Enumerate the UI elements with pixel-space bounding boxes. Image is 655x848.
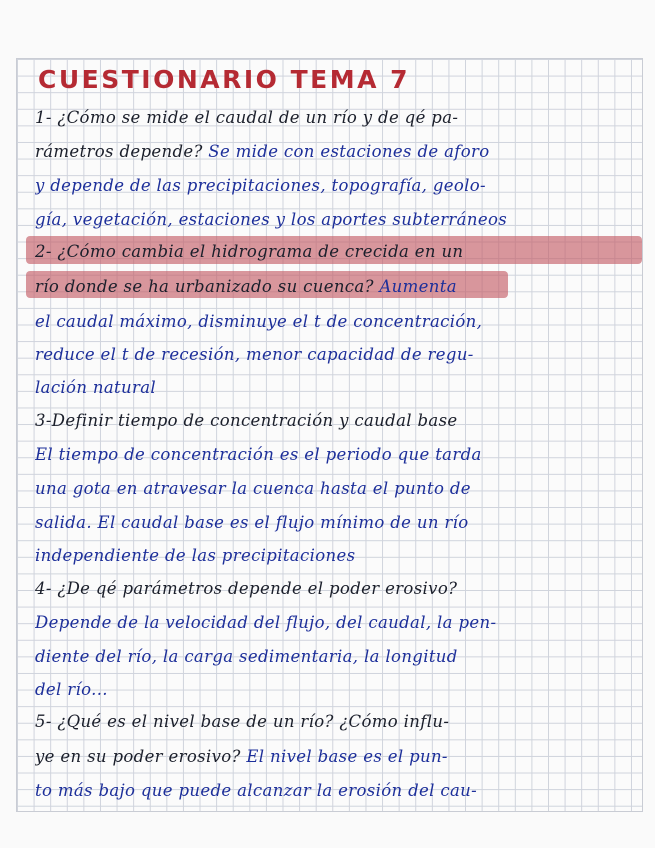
page-title: CUESTIONARIO TEMA 7 — [38, 65, 411, 94]
q5-question-text: ye en su poder erosivo? — [35, 747, 241, 766]
q2-answer-text: el caudal máximo, disminuye el t de concentración, — [35, 312, 483, 331]
q1-line-2 — [35, 135, 641, 168]
q1-question-text: rámetros depende? — [35, 142, 203, 161]
q1-line-1 — [35, 101, 641, 134]
q3-question-text: 3-Definir tiempo de concentración y caudal base — [35, 411, 458, 430]
q4-line-4 — [35, 673, 641, 706]
q3-answer-text: salida. El caudal base es el flujo mínimo de un río — [35, 513, 469, 532]
q4-answer-text: diente del río, la carga sedimentaria, la longitud — [35, 647, 458, 666]
q2-answer-text: Aumenta — [373, 277, 457, 296]
q2-line-3 — [35, 305, 641, 338]
q2-question-text: río donde se ha urbanizado su cuenca? — [35, 277, 374, 296]
q1-answer-text: y depende de las precipitaciones, topografía, geolo- — [35, 176, 486, 195]
q2-line-5 — [35, 371, 641, 404]
q4-answer-text: del río... — [35, 680, 108, 699]
q5-line-1 — [35, 705, 641, 738]
q5-line-2 — [35, 740, 641, 773]
q5-question-text: 5- ¿Qué es el nivel base de un río? ¿Cómo influ- — [35, 712, 450, 731]
q1-answer-text: Se mide con estaciones de aforo — [202, 142, 490, 161]
q4-line-2 — [35, 606, 641, 639]
q1-line-4 — [35, 203, 641, 236]
q1-line-3 — [35, 169, 641, 202]
q3-line-5 — [35, 539, 641, 572]
q2-answer-text: lación natural — [35, 378, 157, 397]
q2-line-4 — [35, 338, 641, 371]
q3-line-1 — [35, 404, 641, 437]
q2-answer-text: reduce el t de recesión, menor capacidad de regu- — [35, 345, 474, 364]
q2-line-1 — [35, 235, 641, 268]
q1-answer-text: gía, vegetación, estaciones y los aportes subterráneos — [35, 210, 508, 229]
q2-question-text: 2- ¿Cómo cambia el hidrograma de crecida en un — [35, 242, 464, 261]
q4-question-text: 4- ¿De qé parámetros depende el poder erosivo? — [35, 579, 458, 598]
q3-answer-text: una gota en atravesar la cuenca hasta el punto de — [35, 479, 471, 498]
q4-line-1 — [35, 572, 641, 605]
q3-line-2 — [35, 438, 641, 471]
q4-answer-text: Depende de la velocidad del flujo, del caudal, la pen- — [35, 613, 497, 632]
q5-answer-text: to más bajo que puede alcanzar la erosión del cau- — [35, 781, 478, 800]
q1-question-text: 1- ¿Cómo se mide el caudal de un río y de qé pa- — [35, 108, 459, 127]
q3-answer-text: independiente de las precipitaciones — [35, 546, 356, 565]
q3-answer-text: El tiempo de concentración es el periodo que tarda — [35, 445, 482, 464]
q3-line-3 — [35, 472, 641, 505]
q3-line-4 — [35, 506, 641, 539]
q5-answer-text: El nivel base es el pun- — [240, 747, 448, 766]
q4-line-3 — [35, 640, 641, 673]
q5-line-3 — [35, 774, 641, 807]
q2-line-2 — [35, 270, 641, 303]
